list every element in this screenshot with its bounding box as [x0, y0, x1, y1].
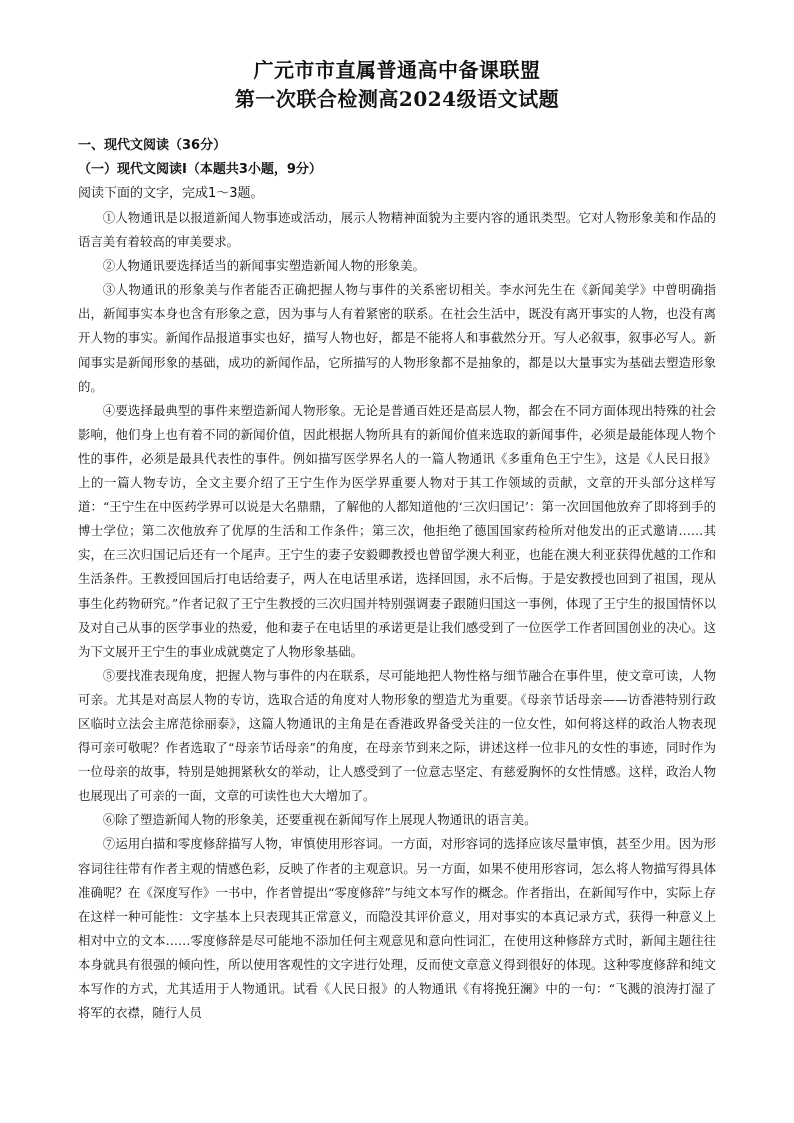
section-heading: 一、现代文阅读（36分）	[78, 138, 227, 153]
exam-title-line2: 第一次联合检测高2024级语文试题	[234, 87, 560, 111]
exam-title-line1: 广元市市直属普通高中备课联盟	[253, 58, 541, 82]
paragraph-7: ⑦运用白描和零度修辞描写人物，审慎使用形容词。一方面，对形容词的选择应该尽量审慎，甚至少用。因为形容词往往带有作者主观的情感色彩，反映了作者的主观意识。另一方面，如果不使用形容词，怎么将人物描写得具体准确呢？在《深度写作》一书中，作者曾提出“零度修辞”与纯文本写作的概念。作者指出，在新闻写作中，实际上存在这样一种可能性：文字基本上只表现其正常意义，而隐没其评价意义，用对事实的本真记录方式，获得一种意义上相对中立的文本……零度修辞是尽可能地不添加任何主观意见和意向性词汇，在使用这种修辞方式时，新闻主题往往本身就具有很强的倾向性，所以使用客观性的文字进行处理，反而使文章意义得到很好的体现。这种零度修辞和纯文本写作的方式，尤其适用于人物通讯。试看《人民日报》的人物通讯《有将挽狂澜》中的一句：“飞溅的浪涛打湿了将军的衣襟，随行人员	[78, 836, 716, 1021]
subsection-heading: （一）现代文阅读Ⅰ（本题共3小题，9分）	[78, 162, 322, 177]
paragraph-2: ②人物通讯要选择适当的新闻事实塑造新闻人物的形象美。	[102, 258, 425, 274]
reading-instruction: 阅读下面的文字，完成1～3题。	[78, 186, 264, 201]
paragraph-3: ③人物通讯的形象美与作者能否正确把握人物与事件的关系密切相关。李水河先生在《新闻美学》中曾明确指出，新闻事实本身也含有形象之意，因为事与人有着紧密的联系。在社会生活中，既没有离开事实的人物，也没有离开人物的事实。新闻作品报道事实也好，描写人物也好，都是不能将人和事截然分开。写人必叙事，叙事必写人。新闻事实是新闻形象的基础，成功的新闻作品，它所描写的人物形象都不是抽象的，都是以大量事实为基础去塑造形象的。	[78, 282, 716, 394]
paragraph-4: ④要选择最典型的事件来塑造新闻人物形象。无论是普通百姓还是高层人物，都会在不同方面体现出特殊的社会影响，他们身上也有着不同的新闻价值，因此根据人物所具有的新闻价值来选取的新闻事件，必须是最能体现人物个性的事件，必须是最具代表性的事件。例如描写医学界名人的一篇人物通讯《多重角色王宁生》，这是《人民日报》上的一篇人物专访，全文主要介绍了王宁生作为医学界重要人物对于其工作领域的贡献，文章的开头部分这样写道：“王宁生在中医药学界可以说是大名鼎鼎，了解他的人都知道他的‘三次归国记’：第一次回国他放弃了即将到手的博士学位；第二次他放弃了优厚的生活和工作条件；第三次，他拒绝了德国国家药检所对他发出的正式邀请……其实，在三次归国记后还有一个尾声。王宁生的妻子安毅卿教授也曾留学澳大利亚，也能在澳大利亚获得优越的工作和生活条件。王教授回国后打电话给妻子，两人在电话里承诺，选择回国，永不后悔。于是安教授也回到了祖国，现从事生化药物研究。”作者记叙了王宁生教授的三次归国并特别强调妻子跟随归国这一事例，体现了王宁生的报国情怀以及对自己从事的医学事业的热爱，他和妻子在电话里的承诺更是让我们感受到了一位医学工作者回国创业的决心。这为下文展开王宁生的事业成就奠定了人物形象基础。	[78, 402, 716, 659]
paragraph-5: ⑤要找准表现角度，把握人物与事件的内在联系，尽可能地把人物性格与细节融合在事件里，使文章可读，人物可亲。尤其是对高层人物的专访，选取合适的角度对人物形象的塑造尤为重要。《母亲节话母亲——访香港特别行政区临时立法会主席范徐丽泰》，这篇人物通讯的主角是在香港政界备受关注的一位女性，如何将这样的政治人物表现得可亲可敬呢？作者选取了“母亲节话母亲”的角度，在母亲节到来之际，讲述这样一位非凡的女性的事迹，同时作为一位母亲的故事，特别是她拥紧秋女的举动，让人感受到了一位意志坚定、有慈爱胸怀的女性情感。这样，政治人物也展现出了可亲的一面，文章的可读性也大大增加了。	[78, 667, 716, 804]
paragraph-1: ①人物通讯是以报道新闻人物事迹或活动，展示人物精神面貌为主要内容的通讯类型。它对人物形象美和作品的语言美有着较高的审美要求。	[78, 210, 716, 250]
paragraph-6: ⑥除了塑造新闻人物的形象美，还要重视在新闻写作上展现人物通讯的语言美。	[102, 812, 537, 828]
